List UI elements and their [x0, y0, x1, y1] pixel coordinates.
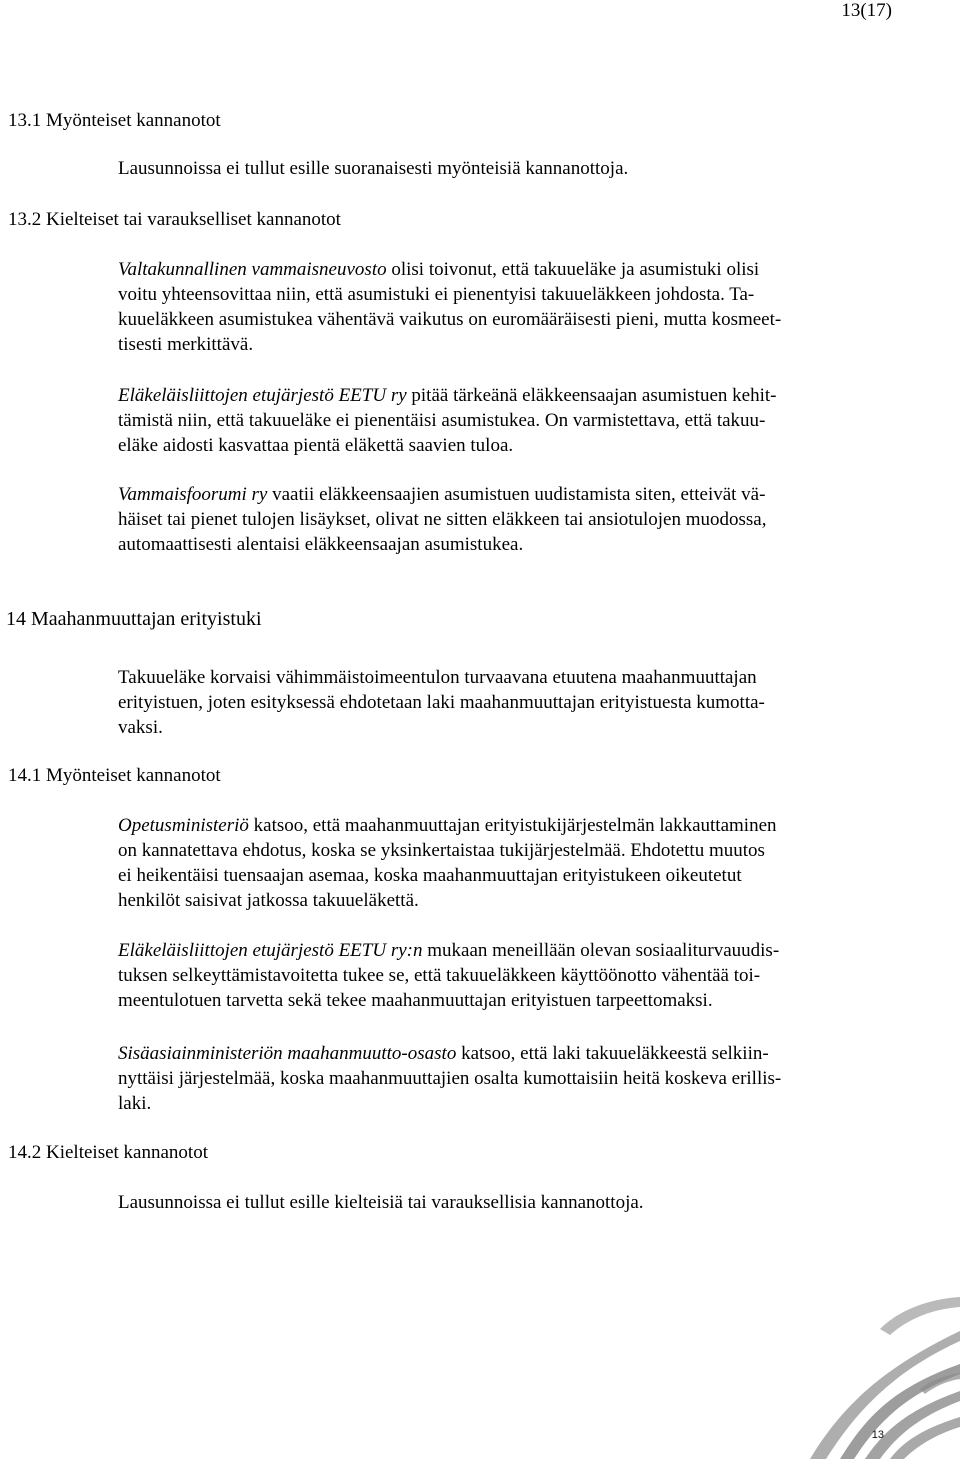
organization-name: Sisäasiainministeriön maahanmuutto-osasto — [118, 1043, 457, 1064]
organization-name: Opetusministeriö — [118, 815, 249, 836]
paragraph-line: tisesti merkittävä. — [118, 334, 254, 355]
paragraph-opetusministerio — [118, 813, 888, 913]
paragraph-line: voitu yhteensovittaa niin, että asumistuki ei pienentyisi takuueläkkeen johdosta. Ta- — [118, 284, 755, 305]
paragraph-text: katsoo, että laki takuueläkkeestä selkiin- — [456, 1043, 769, 1064]
paragraph-sisaasiainministerio — [118, 1041, 888, 1116]
paragraph-line: tämistä niin, että takuueläke ei pienentäisi asumistukea. On varmistettava, että takuu- — [118, 410, 766, 431]
paragraph-text: olisi toivonut, että takuueläke ja asumistuki olisi — [386, 259, 760, 280]
section-heading-14: 14 Maahanmuuttajan erityistuki — [6, 608, 262, 630]
paragraph-line: nyttäisi järjestelmää, koska maahanmuuttajien osalta kumottaisiin heitä koskeva erillis- — [118, 1068, 782, 1089]
paragraph-vammaisneuvosto — [118, 257, 888, 357]
paragraph-vammaisfoorumi — [118, 482, 888, 557]
section-heading-14-1: 14.1 Myönteiset kannanotot — [8, 765, 221, 786]
corner-page-number: 13 — [871, 1429, 884, 1441]
organization-name: Vammaisfoorumi ry — [118, 484, 268, 505]
paragraph-line: häiset tai pienet tulojen lisäykset, olivat ne sitten eläkkeen tai ansiotulojen muodossa, — [118, 509, 767, 530]
corner-wave-decoration — [770, 1269, 960, 1459]
paragraph-text: pitää tärkeänä eläkkeensaajan asumistuen kehit- — [406, 385, 777, 406]
paragraph-line: meentulotuen tarvetta sekä tekee maahanmuuttajan erityistuen tarpeettomaksi. — [118, 990, 713, 1011]
paragraph-line: henkilöt saisivat jatkossa takuueläkettä. — [118, 890, 419, 911]
paragraph-line: on kannatettava ehdotus, koska se yksinkertaistaa tukijärjestelmää. Ehdotettu muutos — [118, 840, 765, 861]
organization-name: Eläkeläisliittojen etujärjestö EETU ry:n — [118, 940, 423, 961]
paragraph-line: vaksi. — [118, 717, 163, 738]
paragraph-intro-14 — [118, 665, 888, 740]
paragraph-line: Lausunnoissa ei tullut esille kielteisiä tai varauksellisia kannanottoja. — [118, 1192, 644, 1213]
paragraph-text: katsoo, että maahanmuuttajan erityistukijärjestelmän lakkauttaminen — [248, 815, 777, 836]
paragraph-line: kuueläkkeen asumistukea vähentävä vaikutus on euromääräisesti pieni, mutta kosmeet- — [118, 309, 782, 330]
paragraph-text: vaatii eläkkeensaajien asumistuen uudistamista siten, etteivät vä- — [267, 484, 766, 505]
organization-name: Eläkeläisliittojen etujärjestö EETU ry — [118, 385, 407, 406]
paragraph-eetu-2 — [118, 938, 888, 1013]
paragraph-13-1 — [118, 156, 888, 181]
section-heading-13-2: 13.2 Kielteiset tai varaukselliset kannanotot — [8, 209, 341, 230]
paragraph-line: eläke aidosti kasvattaa pientä eläkettä saavien tuloa. — [118, 435, 514, 456]
paragraph-14-2 — [118, 1190, 888, 1215]
paragraph-line: Takuueläke korvaisi vähimmäistoimeentulon turvaavana etuutena maahanmuuttajan — [118, 667, 757, 688]
paragraph-line: erityistuen, joten esityksessä ehdotetaan laki maahanmuuttajan erityistuesta kumotta- — [118, 692, 765, 713]
organization-name: Valtakunnallinen vammaisneuvosto — [118, 259, 387, 280]
section-heading-14-2: 14.2 Kielteiset kannanotot — [8, 1142, 208, 1163]
section-heading-13-1: 13.1 Myönteiset kannanotot — [8, 110, 221, 131]
paragraph-line: Lausunnoissa ei tullut esille suoranaisesti myönteisiä kannanottoja. — [118, 158, 629, 179]
paragraph-eetu — [118, 383, 888, 458]
paragraph-text: mukaan meneillään olevan sosiaaliturvauudis- — [422, 940, 780, 961]
paragraph-line: automaattisesti alentaisi eläkkeensaajan asumistukea. — [118, 534, 524, 555]
paragraph-line: ei heikentäisi tuensaajan asemaa, koska maahanmuuttajan erityistukeen oikeutetut — [118, 865, 742, 886]
page-number: 13(17) — [841, 0, 892, 21]
paragraph-line: laki. — [118, 1093, 152, 1114]
paragraph-line: tuksen selkeyttämistavoitetta tukee se, että takuueläkkeen käyttöönotto vähentää toi- — [118, 965, 761, 986]
